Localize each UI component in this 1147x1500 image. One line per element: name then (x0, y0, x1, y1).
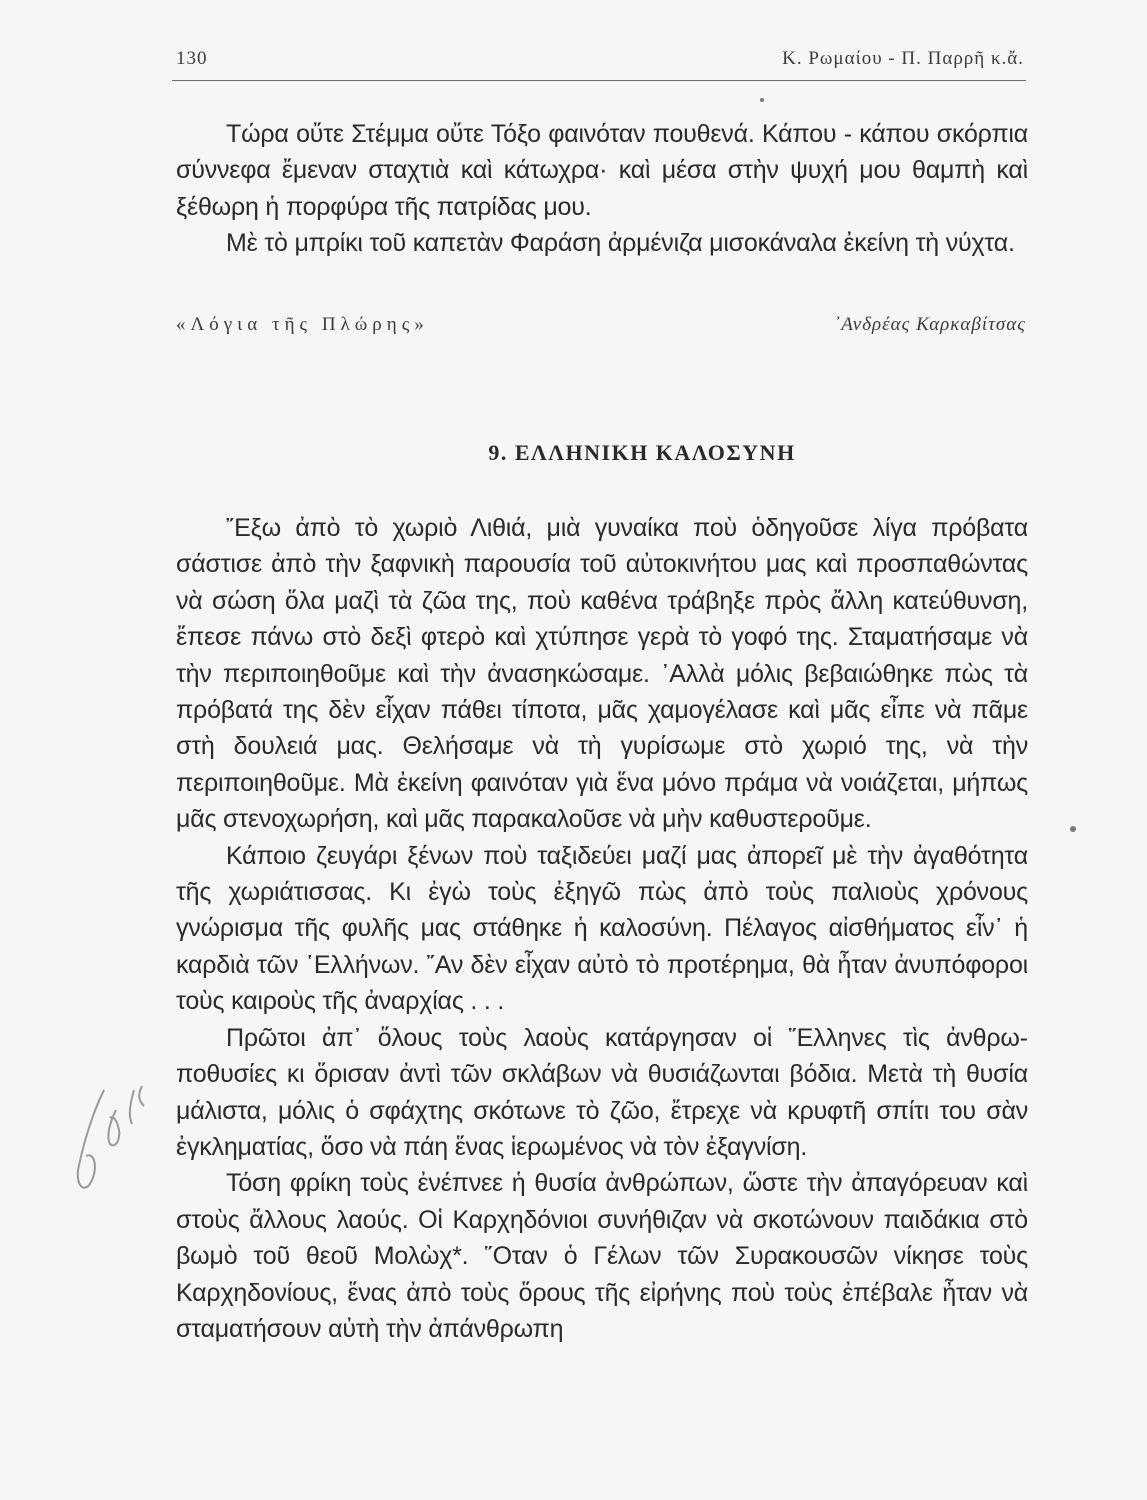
quote-author: ᾿Ανδρέας Καρκαβίτσας (833, 314, 1026, 335)
intro-text (176, 116, 1028, 262)
handwritten-margin-note (64, 1070, 154, 1210)
quote-source: «Λόγια τῆς Πλώρης» (176, 314, 429, 335)
section-body (176, 510, 1028, 1347)
paragraph: Κάποιο ζευγάρι ξένων ποὺ ταξιδεύει μαζί μας ἀπορεῖ μὲ τὴν ἀγαθότητα τῆς χωριάτισσας. Κι ἐγὼ τοὺς ἐξηγῶ πὼς ἀπὸ τοὺς παλιοὺς χρόνους γνώρισμα τῆς φυλῆς μας στάθηκε ἡ καλοσύνη. Πέλαγος αἰσθήματος εἶν᾿ ἡ καρδιὰ τῶν ῾Ελλήνων. ῎Αν δὲν εἶχαν αὐτὸ τὸ προτέρημα, θὰ ἦταν ἀνυπόφοροι τοὺς καιροὺς τῆς ἀναρχίας . . . (176, 841, 1028, 1016)
page-header (172, 46, 1026, 81)
page-number: 130 (176, 48, 208, 69)
quote-attribution (176, 314, 1028, 344)
paragraph: Μὲ τὸ μπρίκι τοῦ καπετὰν Φαράση ἀρμένιζα μισοκάναλα ἐκείνη τὴ νύχτα. (226, 229, 1015, 258)
paragraph: Πρῶτοι ἀπ᾿ ὅλους τοὺς λαοὺς κατάργησαν οἱ ῞Ελληνες τὶς ἀνθρωποθυσίες κι ὅρισαν ἀντὶ τῶν σκλάβων νὰ θυσιάζωνται βόδια. Μετὰ τὴ θυσία μάλιστα, μόλις ὁ σφάχτης σκότωνε τὸ ζῶο, ἔτρεχε νὰ κρυφτῆ σπίτι του σὰν ἐγκληματίας, ὅσο νὰ πάη ἕνας ἱερωμένος νὰ τὸν ἐξαγνίση. (176, 1023, 1028, 1161)
speck-mark (1070, 826, 1076, 832)
running-head: Κ. Ρωμαίου - Π. Παρρῆ κ.ἄ. (782, 48, 1024, 69)
speck-mark (760, 98, 764, 102)
paragraph: Τώρα οὔτε Στέμμα οὔτε Τόξο φαινόταν πουθενά. Κάπου - κάπου σκόρπια σύννεφα ἔμεναν σταχτιὰ καὶ κάτωχρα· καὶ μέσα στὴν ψυχή μου θαμπὴ καὶ ξέθωρη ἡ πορφύρα τῆς πατρίδας μου. (176, 120, 1028, 221)
paragraph: Τόση φρίκη τοὺς ἐνέπνεε ἡ θυσία ἀνθρώπων, ὥστε τὴν ἀπαγόρευαν καὶ στοὺς ἄλλους λαούς. Οἱ Καρχηδόνιοι συνήθιζαν νὰ σκοτώνουν παιδάκια στὸ βωμὸ τοῦ θεοῦ Μολὼχ*. ῞Οταν ὁ Γέλων τῶν Συρακουσῶν νίκησε τοὺς Καρχηδονίους, ἕνας ἀπὸ τοὺς ὅρους τῆς εἰρήνης ποὺ τοὺς ἐπέβαλε ἦταν νὰ σταματήσουν αὐτὴ τὴν ἀπάνθρωπη (176, 1169, 1028, 1343)
section-heading: 9. ΕΛΛΗΝΙΚΗ ΚΑΛΟΣΥΝΗ (488, 440, 796, 465)
paragraph: ῎Εξω ἀπὸ τὸ χωριὸ Λιθιά, μιὰ γυναίκα ποὺ ὁδηγοῦσε λίγα πρόβατα σάστισε ἀπὸ τὴν ξαφνικὴ παρουσία τοῦ αὐτοκινήτου μας καὶ προσπαθώντας νὰ σώση ὅλα μαζὶ τὰ ζῶα της, ποὺ καθένα τράβηξε πρὸς ἄλλη κατεύθυνση, ἔπεσε πάνω στὸ δεξὶ φτερὸ καὶ χτύπησε γερὰ τὸ γοφό της. Σταματήσαμε νὰ τὴν περιποιηθοῦμε καὶ τὴν ἀνασηκώσαμε. ᾿Αλλὰ μόλις βεβαιώθηκε πὼς τὰ πρόβατά της δὲν εἶχαν πάθει τίποτα, μᾶς χαμογέλασε καὶ μᾶς εἶπε νὰ πᾶμε στὴ δουλειά μας. Θελήσαμε νὰ τὴ γυρίσωμε στὸ χωριό της, νὰ τὴν περιποιηθοῦμε. Μὰ ἐκείνη φαινόταν γιὰ ἕνα μόνο πράμα νὰ νοιάζεται, μήπως μᾶς στενοχωρήση, καὶ μᾶς παρακαλοῦσε νὰ μὴν καθυστεροῦμε. (176, 514, 1028, 834)
